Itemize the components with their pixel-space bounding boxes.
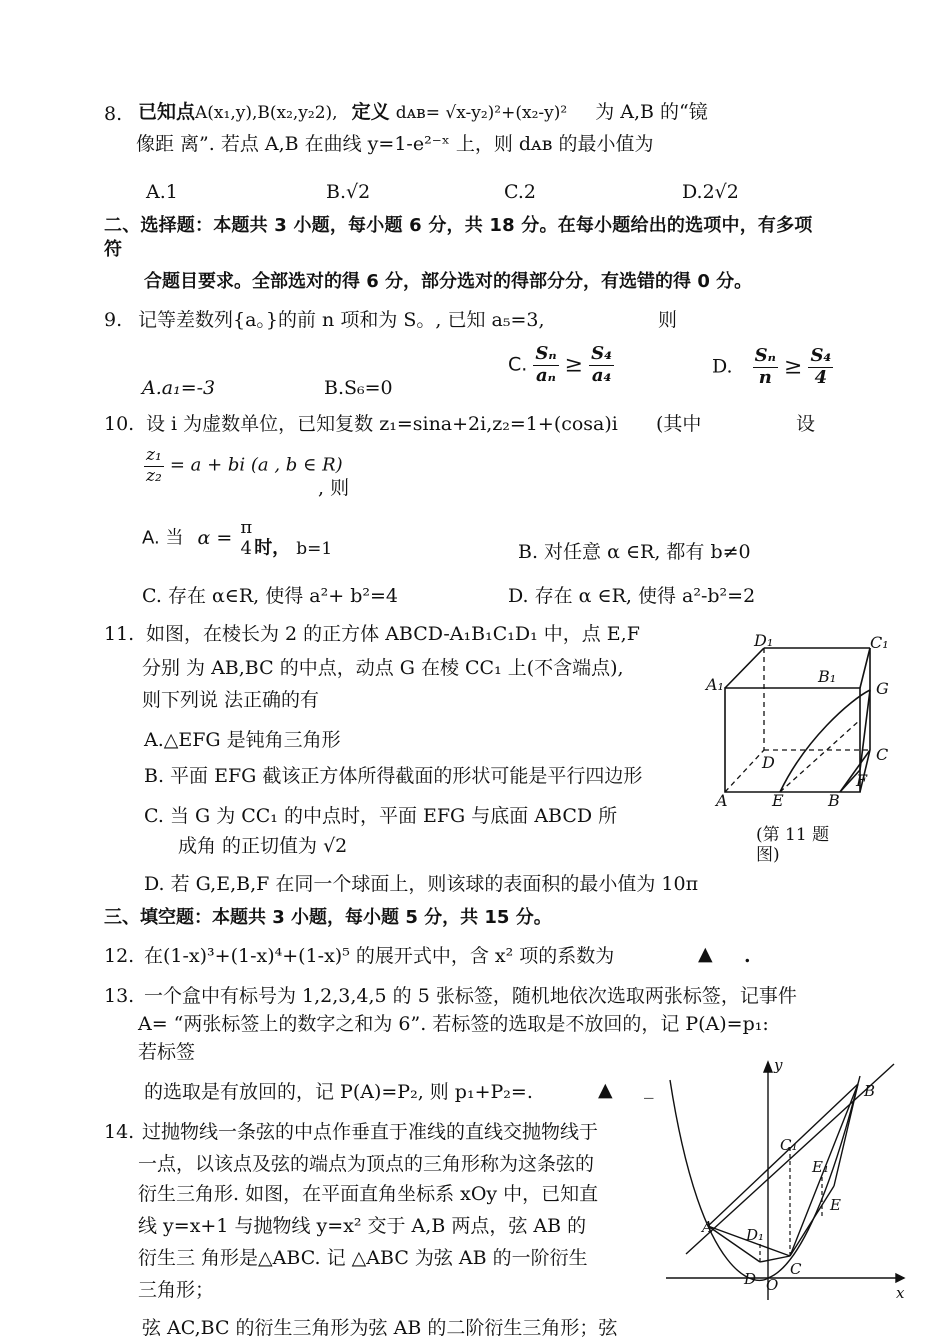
q10-frac-num: z₁: [146, 445, 162, 465]
q13-line4: 的选取是有放回的，记 P(A)=P₂, 则 p₁+P₂=.: [144, 1081, 533, 1103]
q14-line4: 线 y=x+1 与抛物线 y=x² 交于 A,B 两点，弦 AB 的: [138, 1215, 587, 1237]
section2-line1b: 符: [104, 239, 122, 260]
parabola-label-d1: D₁: [746, 1226, 765, 1244]
q10-then: , 则: [318, 477, 350, 499]
q9-option-d: [712, 346, 833, 388]
q9-option-b: B.S₆=0: [324, 377, 393, 399]
q14-line3: 衍生三角形. 如图，在平面直角坐标系 xOy 中，已知直: [138, 1183, 599, 1205]
q8-option-d: D.2√2: [682, 181, 739, 203]
q9-stem: 记等差数列{a。}的前 n 项和为 S。, 已知 a₅=3,: [138, 309, 545, 331]
q9-number: 9.: [104, 309, 123, 331]
q8-formula: dᴀʙ= √x-y₂)²+(x₂-y)²: [395, 103, 568, 123]
q14-line1: 过抛物线一条弦的中点作垂直于准线的直线交抛物线于: [142, 1121, 599, 1143]
q9-c-left-num: Sₙ: [535, 343, 557, 364]
q11-option-b: B. 平面 EFG 截该正方体所得截面的形状可能是平行四边形: [144, 765, 643, 787]
parabola-label-c1: C₁: [780, 1136, 798, 1154]
parabola-label-a: A: [702, 1218, 713, 1236]
q14-line2: 一点，以该点及弦的端点为顶点的三角形称为这条弦的: [138, 1153, 595, 1175]
q9-c-geq: ≥: [564, 352, 584, 378]
q10-frac-den: z₂: [146, 465, 162, 486]
parabola-label-c: C: [790, 1260, 802, 1278]
q10-expr: [144, 446, 343, 486]
cube-label-d: D: [762, 753, 775, 772]
cube-label-g: G: [876, 679, 889, 698]
q10-a-pi: π: [240, 517, 253, 538]
q9-c-right-frac: [589, 344, 614, 386]
q12-blank: ▲: [698, 943, 713, 965]
q10-a-frac: [238, 518, 254, 559]
q9-d-right-den: 4: [814, 366, 828, 388]
section3-title: 三、填空题：本题共 3 小题，每小题 5 分，共 15 分。: [104, 907, 552, 928]
q13-blank: ▲: [598, 1079, 613, 1101]
q11-caption2: 图): [756, 845, 780, 865]
q8-prefix: 已知点: [138, 101, 196, 123]
q9-c-left-frac: [533, 344, 558, 386]
parabola-label-y: y: [774, 1056, 783, 1074]
q9-c-right-num: S₄: [591, 343, 613, 364]
q8-line2: 像距 离”. 若点 A,B 在曲线 y=1-e²⁻ˣ 上，则 dᴀʙ 的最小值为: [136, 133, 654, 155]
q10-option-c: C. 存在 α∈R, 使得 a²+ b²=4: [142, 585, 398, 607]
section2-line2: 合题目要求。全部选对的得 6 分，部分选对的得部分分，有选错的得 0 分。: [144, 271, 753, 292]
q13-dash: _: [644, 1077, 654, 1099]
q11-option-c2: 成角 的正切值为 √2: [178, 835, 348, 857]
q10-a-tail: b=1: [296, 538, 333, 559]
q14-line5: 衍生三 角形是△ABC. 记 △ABC 为弦 AB 的一阶衍生: [138, 1247, 588, 1269]
q8-option-a: A.1: [146, 181, 178, 203]
q9-d-right-num: S₄: [810, 345, 832, 366]
q11-line3: 则下列说 法正确的有: [142, 689, 320, 711]
q10-paren: (其中: [656, 413, 702, 435]
q14-line6: 三角形；: [138, 1279, 215, 1301]
q10-she: 设: [796, 413, 816, 435]
parabola-label-x: x: [896, 1284, 905, 1302]
q13-line1: 一个盒中有标号为 1,2,3,4,5 的 5 张标签，随机地依次选取两张标签，记事件: [144, 985, 797, 1007]
q9-then: 则: [658, 309, 678, 331]
q8-suffix: 为 A,B 的“镜: [595, 101, 708, 123]
q10-option-d: D. 存在 α ∈R, 使得 a²-b²=2: [508, 585, 756, 607]
q9-option-c: [508, 344, 614, 386]
q11-option-d: D. 若 G,E,B,F 在同一个球面上，则该球的表面积的最小值为 10π: [144, 873, 699, 895]
q12-text: 在(1-x)³+(1-x)⁴+(1-x)⁵ 的展开式中，含 x² 项的系数为: [144, 945, 615, 967]
q10-frac: [144, 446, 164, 486]
q9-d-label: D.: [712, 355, 733, 378]
q8-define: 定义: [351, 101, 390, 123]
q9-c-right-den: a₄: [591, 364, 612, 386]
q10-a-four: 4: [240, 537, 252, 559]
cube-label-a: A: [716, 791, 728, 810]
q10-option-b: B. 对任意 α ∈R, 都有 b≠0: [518, 541, 751, 563]
q9-d-left-num: Sₙ: [754, 345, 776, 366]
q11-caption: (第 11 题: [756, 825, 830, 845]
q13-line2: A= “两张标签上的数字之和为 6”. 若标签的选取是不放回的，记 P(A)=p₁:: [138, 1013, 769, 1035]
q8-number: 8.: [104, 103, 123, 125]
cube-label-c1: C₁: [870, 633, 889, 652]
q11-line1: 如图，在棱长为 2 的正方体 ABCD-A₁B₁C₁D₁ 中，点 E,F: [146, 623, 640, 645]
parabola-label-d: D: [744, 1270, 757, 1288]
cube-label-f: F: [856, 771, 868, 790]
q10-option-a: [142, 518, 332, 559]
q11-number: 11.: [104, 623, 135, 645]
q9-d-left-frac: [753, 346, 778, 388]
q8-option-b: B.√2: [326, 181, 371, 203]
q11-option-c1: C. 当 G 为 CC₁ 的中点时，平面 EFG 与底面 ABCD 所: [144, 805, 618, 827]
parabola-label-o: O: [766, 1276, 779, 1294]
section2-line1: 二、选择题：本题共 3 小题，每小题 6 分，共 18 分。在每小题给出的选项中，有多项: [104, 215, 813, 236]
cube-label-d1: D₁: [754, 631, 774, 650]
q10-a-alpha: α =: [197, 526, 233, 549]
q11-line2: 分别 为 AB,BC 的中点，动点 G 在棱 CC₁ 上(不含端点),: [142, 657, 624, 679]
q8-points: A(x₁,y),B(x₂,y₂2),: [195, 103, 338, 123]
cube-label-b: B: [828, 791, 840, 810]
q10-stem: 设 i 为虚数单位，已知复数 z₁=sina+2i,z₂=1+(cosa)i: [146, 413, 618, 435]
q9-option-a: A.a₁=-3: [142, 377, 216, 399]
cube-label-e: E: [772, 791, 784, 810]
q14-number: 14.: [104, 1121, 135, 1143]
q12-number: 12.: [104, 945, 135, 967]
cube-label-b1: B₁: [818, 667, 837, 686]
q8-line1: [138, 102, 708, 124]
q10-equation: = a + bi (a , b ∈ R): [169, 454, 343, 476]
q9-c-left-den: aₙ: [536, 364, 556, 386]
q13-line3: 若标签: [138, 1041, 196, 1063]
q14-line7: 弦 AC,BC 的衍生三角形为弦 AB 的二阶衍生三角形；弦: [142, 1317, 618, 1339]
q9-d-right-frac: [808, 346, 833, 388]
cube-label-a1: A₁: [706, 675, 724, 694]
cube-label-c: C: [876, 745, 889, 764]
parabola-label-b: B: [864, 1082, 876, 1100]
q9-c-label: C.: [508, 353, 528, 376]
q9-d-left-den: n: [758, 366, 772, 388]
q8-option-c: C.2: [504, 181, 536, 203]
q10-number: 10.: [104, 413, 135, 435]
cube-figure: [700, 630, 900, 830]
q10-a-shi: 时，: [254, 537, 291, 559]
q9-d-geq: ≥: [783, 354, 803, 380]
parabola-figure: [662, 1056, 912, 1306]
q10-a-prefix: A. 当: [142, 527, 184, 549]
q11-option-a: A.△EFG 是钝角三角形: [144, 729, 341, 751]
q12-dot: .: [744, 945, 751, 967]
q13-number: 13.: [104, 985, 135, 1007]
parabola-label-e1: E₁: [812, 1158, 829, 1176]
parabola-label-e: E: [830, 1196, 841, 1214]
